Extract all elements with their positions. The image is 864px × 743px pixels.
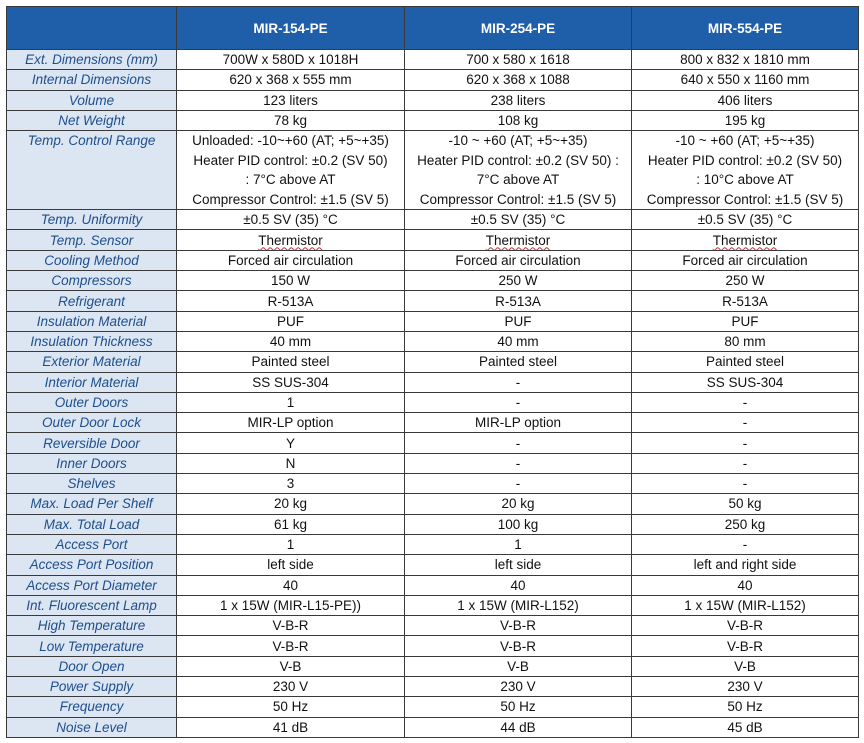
row-label: Access Port Diameter xyxy=(7,575,177,595)
cell-value: 80 mm xyxy=(632,331,859,351)
row-label: High Temperature xyxy=(7,616,177,636)
table-row xyxy=(7,131,859,210)
cell-value: 230 V xyxy=(177,677,405,697)
cell-value: 40 xyxy=(177,575,405,595)
cell-value: - xyxy=(405,474,632,494)
cell-value: R-513A xyxy=(405,291,632,311)
cell-value: 620 x 368 x 1088 xyxy=(405,70,632,90)
cell-value: 78 kg xyxy=(177,110,405,130)
cell-value: SS SUS-304 xyxy=(632,372,859,392)
cell-value xyxy=(632,230,859,250)
cell-value: ±0.5 SV (35) °C xyxy=(177,210,405,230)
cell-value: PUF xyxy=(632,311,859,331)
table-row xyxy=(7,677,859,697)
cell-value: 45 dB xyxy=(632,717,859,737)
cell-value: MIR-LP option xyxy=(405,413,632,433)
table-row xyxy=(7,271,859,291)
cell-value: 1 xyxy=(177,534,405,554)
cell-value: - xyxy=(632,413,859,433)
cell-value: ±0.5 SV (35) °C xyxy=(632,210,859,230)
row-label: Frequency xyxy=(7,697,177,717)
row-label: Access Port Position xyxy=(7,555,177,575)
cell-value: Forced air circulation xyxy=(177,250,405,270)
cell-value-text: Thermistor xyxy=(485,232,551,248)
row-label: Refrigerant xyxy=(7,291,177,311)
cell-value: 61 kg xyxy=(177,514,405,534)
cell-value: 3 xyxy=(177,474,405,494)
header-corner xyxy=(7,7,177,50)
row-label: Door Open xyxy=(7,656,177,676)
cell-value: Y xyxy=(177,433,405,453)
cell-value: 123 liters xyxy=(177,90,405,110)
table-row xyxy=(7,230,859,250)
cell-value: - xyxy=(632,474,859,494)
table-row xyxy=(7,717,859,737)
cell-value: Forced air circulation xyxy=(405,250,632,270)
cell-value: V-B-R xyxy=(405,616,632,636)
cell-value: 1 xyxy=(177,392,405,412)
header-row xyxy=(7,7,859,50)
table-row xyxy=(7,636,859,656)
cell-value: 41 dB xyxy=(177,717,405,737)
table-row xyxy=(7,555,859,575)
cell-value: 250 kg xyxy=(632,514,859,534)
cell-value: 195 kg xyxy=(632,110,859,130)
cell-value: 1 x 15W (MIR-L15-PE)) xyxy=(177,595,405,615)
row-label: Compressors xyxy=(7,271,177,291)
cell-value: V-B-R xyxy=(632,616,859,636)
cell-value: 1 x 15W (MIR-L152) xyxy=(632,595,859,615)
cell-value: 800 x 832 x 1810 mm xyxy=(632,50,859,70)
cell-value: 238 liters xyxy=(405,90,632,110)
table-row xyxy=(7,474,859,494)
row-label: Insulation Thickness xyxy=(7,331,177,351)
cell-value: Painted steel xyxy=(177,352,405,372)
table-row xyxy=(7,250,859,270)
row-label: Inner Doors xyxy=(7,453,177,473)
table-row xyxy=(7,494,859,514)
table-row xyxy=(7,392,859,412)
cell-value: 50 Hz xyxy=(632,697,859,717)
table-row xyxy=(7,372,859,392)
table-row xyxy=(7,656,859,676)
row-label: Internal Dimensions xyxy=(7,70,177,90)
cell-value: 700 x 580 x 1618 xyxy=(405,50,632,70)
cell-value: PUF xyxy=(405,311,632,331)
row-label: Shelves xyxy=(7,474,177,494)
row-label: Net Weight xyxy=(7,110,177,130)
cell-value: 230 V xyxy=(405,677,632,697)
table-row xyxy=(7,697,859,717)
row-label: Exterior Material xyxy=(7,352,177,372)
spec-table xyxy=(6,6,859,738)
cell-value: SS SUS-304 xyxy=(177,372,405,392)
cell-value: V-B-R xyxy=(405,636,632,656)
cell-value xyxy=(177,230,405,250)
cell-value: 150 W xyxy=(177,271,405,291)
row-label: Interior Material xyxy=(7,372,177,392)
cell-value: 50 kg xyxy=(632,494,859,514)
cell-value: - xyxy=(632,453,859,473)
row-label: Insulation Material xyxy=(7,311,177,331)
table-row xyxy=(7,50,859,70)
cell-value: -10 ~ +60 (AT; +5~+35) Heater PID control: ±0.2 (SV 50) : 7°C above AT Compressor Control: ±1.5 (SV 5) xyxy=(405,131,632,210)
cell-value: - xyxy=(405,453,632,473)
row-label: Temp. Uniformity xyxy=(7,210,177,230)
cell-value: 40 mm xyxy=(405,331,632,351)
cell-value: V-B xyxy=(632,656,859,676)
cell-value: left and right side xyxy=(632,555,859,575)
cell-value: left side xyxy=(405,555,632,575)
table-row xyxy=(7,352,859,372)
cell-value: Painted steel xyxy=(405,352,632,372)
cell-value: 700W x 580D x 1018H xyxy=(177,50,405,70)
cell-value: -10 ~ +60 (AT; +5~+35) Heater PID control: ±0.2 (SV 50) : 10°C above AT Compressor Control: ±1.5 (SV 5) xyxy=(632,131,859,210)
cell-value: 108 kg xyxy=(405,110,632,130)
cell-value xyxy=(405,230,632,250)
cell-value: - xyxy=(632,392,859,412)
cell-value: 20 kg xyxy=(177,494,405,514)
table-row xyxy=(7,311,859,331)
cell-value: - xyxy=(632,433,859,453)
table-row xyxy=(7,331,859,351)
row-label: Temp. Control Range xyxy=(7,131,177,210)
table-row xyxy=(7,534,859,554)
cell-value: left side xyxy=(177,555,405,575)
row-label: Reversible Door xyxy=(7,433,177,453)
row-label: Noise Level xyxy=(7,717,177,737)
table-row xyxy=(7,110,859,130)
spec-body xyxy=(7,50,859,738)
cell-value: 40 xyxy=(632,575,859,595)
cell-value: N xyxy=(177,453,405,473)
cell-value: - xyxy=(632,534,859,554)
cell-value: 44 dB xyxy=(405,717,632,737)
column-header-mir-254-pe: MIR-254-PE xyxy=(405,7,632,50)
cell-value: 250 W xyxy=(632,271,859,291)
table-row xyxy=(7,575,859,595)
cell-value: V-B-R xyxy=(177,616,405,636)
cell-value: V-B-R xyxy=(632,636,859,656)
cell-value: 40 mm xyxy=(177,331,405,351)
cell-value: V-B-R xyxy=(177,636,405,656)
cell-value: R-513A xyxy=(632,291,859,311)
column-header-mir-154-pe: MIR-154-PE xyxy=(177,7,405,50)
cell-value: - xyxy=(405,392,632,412)
cell-value: 620 x 368 x 555 mm xyxy=(177,70,405,90)
row-label: Temp. Sensor xyxy=(7,230,177,250)
cell-value: Forced air circulation xyxy=(632,250,859,270)
table-row xyxy=(7,70,859,90)
cell-value: 640 x 550 x 1160 mm xyxy=(632,70,859,90)
cell-value: 1 xyxy=(405,534,632,554)
cell-value: 50 Hz xyxy=(405,697,632,717)
cell-value: - xyxy=(405,372,632,392)
cell-value: 40 xyxy=(405,575,632,595)
cell-value: 100 kg xyxy=(405,514,632,534)
cell-value: 20 kg xyxy=(405,494,632,514)
cell-value: PUF xyxy=(177,311,405,331)
cell-value: 230 V xyxy=(632,677,859,697)
cell-value: R-513A xyxy=(177,291,405,311)
table-row xyxy=(7,291,859,311)
row-label: Low Temperature xyxy=(7,636,177,656)
cell-value: 50 Hz xyxy=(177,697,405,717)
row-label: Power Supply xyxy=(7,677,177,697)
cell-value: 1 x 15W (MIR-L152) xyxy=(405,595,632,615)
table-row xyxy=(7,433,859,453)
table-row xyxy=(7,90,859,110)
cell-value: MIR-LP option xyxy=(177,413,405,433)
cell-value-text: Thermistor xyxy=(712,232,778,248)
table-row xyxy=(7,595,859,615)
table-row xyxy=(7,453,859,473)
cell-value: Painted steel xyxy=(632,352,859,372)
cell-value: ±0.5 SV (35) °C xyxy=(405,210,632,230)
row-label: Volume xyxy=(7,90,177,110)
row-label: Max. Total Load xyxy=(7,514,177,534)
cell-value: 250 W xyxy=(405,271,632,291)
cell-value: V-B xyxy=(177,656,405,676)
table-row xyxy=(7,210,859,230)
row-label: Max. Load Per Shelf xyxy=(7,494,177,514)
row-label: Outer Doors xyxy=(7,392,177,412)
table-row xyxy=(7,616,859,636)
cell-value: - xyxy=(405,433,632,453)
cell-value: 406 liters xyxy=(632,90,859,110)
row-label: Cooling Method xyxy=(7,250,177,270)
cell-value-text: Thermistor xyxy=(258,232,323,248)
column-header-mir-554-pe: MIR-554-PE xyxy=(632,7,859,50)
cell-value: Unloaded: -10~+60 (AT; +5~+35) Heater PID control: ±0.2 (SV 50) : 7°C above AT Compressor Control: ±1.5 (SV 5) xyxy=(177,131,405,210)
row-label: Ext. Dimensions (mm) xyxy=(7,50,177,70)
table-row xyxy=(7,514,859,534)
row-label: Outer Door Lock xyxy=(7,413,177,433)
cell-value: V-B xyxy=(405,656,632,676)
row-label: Int. Fluorescent Lamp xyxy=(7,595,177,615)
table-row xyxy=(7,413,859,433)
row-label: Access Port xyxy=(7,534,177,554)
